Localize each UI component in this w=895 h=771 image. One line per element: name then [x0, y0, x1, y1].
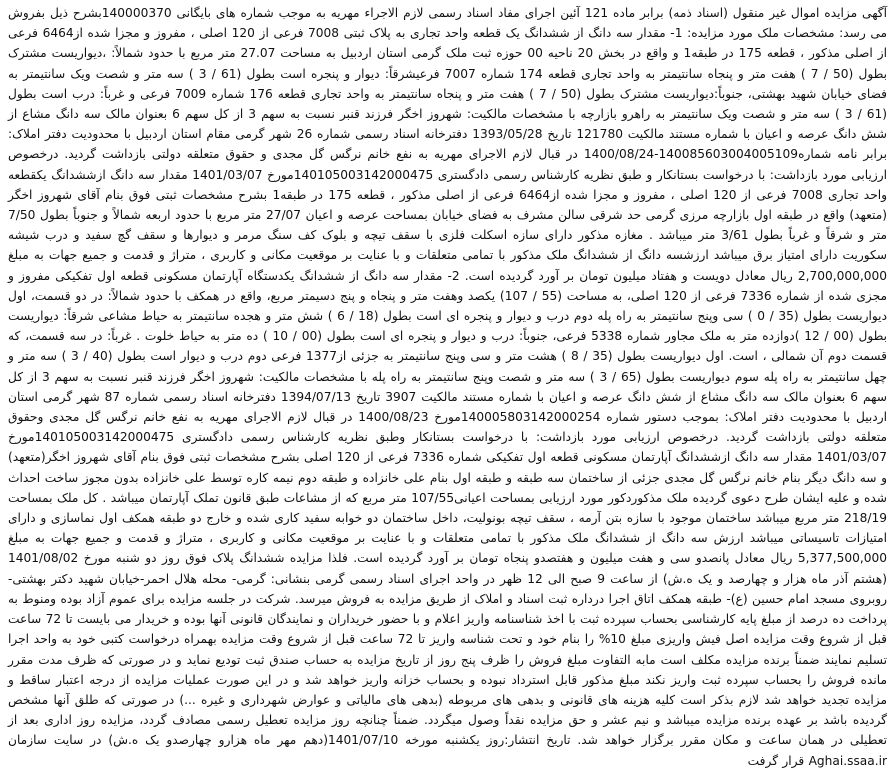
auction-notice-text: آگهی مزایده اموال غیر منقول (اسناد ذمه) برابر ماده 121 آئین اجرای مفاد اسناد رسمی لازم الاجراء مهریه به موجب شماره های بایگانی 140000370بشرح ذیل بفروش می رسد: مشخصات ملک مورد مزایده: 1- مقدار سه دانگ از ششدانگ یک قطعه واحد تجاری به پلاک ثبتی 7008 فرعی از 120 اصلی ، مفروز و مجزا شده از6464 فرعی از اصلی مذکور ، قطعه 175 در طبقه1 و واقع در بخش 20 ناحیه 00 حوزه ثبت ملک گرمی استان اردبیل به مساحت 27.07 متر مربع با حدود شمالاً: ،دیواریست مشترک بطول (50 / 7 ) هفت متر و پنجاه سانتیمتر به واحد تجاری قطعه 174 شماره 7007 فرعیشرقاً: دیوار و پنجره است بطول (61 / 3 ) سه متر و شصت ویک سانتیمتر به فضای خیابان شهید بهشتی، جنوباً:دیواریست مشترک بطول (50 / 7 ) هفت متر و پنجاه سانتیمتر به واحد تجاری قطعه 176 شماره 7009 فرعی و غرباً: درب است بطول (61 / 3 ) سه متر و شصت ویک سانتیمتر به راهرو بازارچه با مشخصات مالکیت: شهروز اخگر فرزند قنبر نسبت به سهم 3 از کل سهم 6 بعنوان مالک سه دانگ مشاع از شش دانگ عرصه و اعیان با شماره مستند مالکیت 121780 تاریخ 1393/05/28 دفترخانه اسناد رسمی شماره 26 شهر گرمی مقام استان اردبیل با محدودیت دفتر املاک: برابر نامه شماره140085603004005109-1400/08/24 در قبال لازم الاجرای مهریه به نفع خانم نرگس گل مجدی و حقوق متعلقه دولتی بازداشت گردید. درخصوص ارزیابی مورد بازداشت: با درخواست بستانکار و طبق نظریه کارشناس رسمی دادگستری 140105003142000475مورخ 1401/03/07 مقدار سه دانگ ازششدانگ یکقطعه واحد تجاری 7008 فرعی از 120 اصلی ، مفروز و مجزا شده از6464 فرعی از اصلی مذکور ، قطعه 175 در طبقه1 بشرح مشخصات ثبتی فوق بنام آقای شهروز اخگر (متعهد) واقع در طبقه اول بازارچه مرزی گرمی حد شرقی سالن مشرف به فضای خیابان بمساحت عرصه و اعیان 27/07 متر مربع با حدود اربعه شمالاً و جنوباً بطول 7/50 متر و شرقاً و غرباً بطول 3/61 متر میباشد . مغازه مذکور دارای سازه اسکلت فلزی با سقف تیچه و بلوک کف سنگ مرمر و دیوارها و سقف گچ سفید و درب شیشه سکوریت دارای امتیاز برق میباشد ارزشسه دانگ از ششدانگ ملک مذکور با تمامی متعلقات و با عنایت بر موقعیت مکانی و کاربری ، متراژ و قدمت و جمیع جهات به مبلغ 2,700,000,000 ریال معادل دویست و هفتاد میلیون تومان بر آورد گردیده است. 2- مقدار سه دانگ از ششدانگ یکدستگاه آپارتمان مسکونی قطعه اول تفکیکی مفروز و مجزی شده از شماره 7336 فرعی از 120 اصلی، به مساحت (55 / 107) یکصد وهفت متر و پنجاه و پنج دسیمتر مربع، واقع در همکف با حدود شمالاً: در دو قسمت، اول دیواریست بطول (35 / 0 ) سی وپنج سانتیمتر به راه پله دوم درب و دیوار و پنجره ای است بطول (18 / 6 ) شش متر و هجده سانتیمتر به حیاط مشاعی شرقاً: دیواریست بطول (00 / 12 )دوازده متر به ملک مجاور شماره 5338 فرعی، جنوباً: درب و دیوار و پنجره ای است بطول (00 / 10 ) ده متر به حیاط خلوت . غرباً: در سه قسمت، که قسمت دوم آن شمالی ، است. اول دیواریست بطول (35 / 8 ) هشت متر و سی وپنج سانتیمتر به جزئی از1377 فرعی دوم درب و دیوار است بطول (40 / 3 ) سه متر و چهل سانتیمتر به راه پله سوم دیواریست بطول (65 / 3 ) سه متر و شصت وپنج سانتیمتر به راه پله با مشخصات مالکیت: شهروز اخگر فرزند قنبر نسبت به سهم 3 از کل سهم 6 بعنوان مالک سه دانگ مشاع از شش دانگ عرصه و اعیان با شماره مستند مالکیت 3907 تاریخ 1394/07/13 دفترخانه اسناد رسمی شماره 87 شهر گرمی استان اردبیل با محدودیت دفتر املاک: بموجب دستور شماره 140005803142000254مورخ 1400/08/23 در قبال لازم الاجرای مهریه به نفع خانم نرگس گل مجدی وحقوق متعلقه دولتی بازداشت گردید. درخصوص ارزیابی مورد بازداشت: با درخواست بستانکار وطبق نظریه کارشناس رسمی دادگستری 140105003142000475مورخ 1401/03/07 مقدار سه دانگ ازششدانگ آپارتمان مسکونی قطعه اول تفکیکی شماره 7336 فرعی از 120 اصلی بشرح مشخصات ثبتی فوق بنام آقای شهروز اخگر(متعهد) و سه دانگ دیگر بنام خانم نرگس گل مجدی جزئی از ساختمان سه طبقه و طبقه اول بنام علی خانزاده و طبقه دوم نیمه کاره توسط علی خانزاده بدون مجوز ساخت احداث شده و علیه ایشان طرح دعوی گردیده ملک مذکوردکور مورد ارزیابی بمساحت اعیانی107/55 متر مربع که از مشاعات طبق قانون تملک آپارتمان میباشد . کل ملک بمساحت 218/19 متر مربع میباشد ساختمان موجود با سازه بتن آرمه ، سقف تیچه بونولیت، داخل ساختمان دو خوابه سفید کاری شده و خارج دو طبقه همکف اول نماسازی و دارای امتیازات تاسیساتی میباشد ارزش سه دانگ از ششدانگ ملک مذکور با تمامی متعلقات و با عنایت بر موقعیت مکانی و کاربری ، متراژ و قدمت و جمیع جهات به مبلغ 5,377,500,000 ریال معادل پانصدو سی و هفت میلیون و هفتصدو پنجاه تومان بر آورد گردیده است. فلذا مزایده ششدانگ پلاک فوق روز دو شنبه مورخ 1401/08/02 (هشتم آذر ماه هزار و چهارصد و یک ه.ش) از ساعت 9 صبح الی 12 ظهر در واحد اجرای اسناد رسمی گرمی بنشانی: گرمی- محله هلال احمر-خیابان شهید دکتر بهشتی- روبروی مسجد امام حسین (ع)- طبقه همکف اتاق اجرا درداره ثبت اسناد و املاک از طریق مزایده به فروش میرسد. شرکت در جلسه مزایده برای عموم آزاد بوده ومنوط به پرداخت ده درصد از مبلغ پایه کارشناسی بحساب سپرده ثبت با اخذ شناسنامه واریز اعلام و با حضور خریداران و نمایندگان قانونی آنها بوده و خریدار می بایست تا 72 ساعت قبل از شروع وقت مزایده اصل فیش واریزی مبلغ 10% را بنام خود و تحت شناسه واریز تا 72 ساعت قبل از شروع وقت مزایده بهمراه درخواست کتبی خود به واحد اجرا تسلیم نمایند ضمناً برنده مزایده مکلف است مابه التفاوت مبلغ فروش را ظرف پنج روز از تاریخ مزایده به حساب صندق ثبت تودیع نماید و در صورتی که ظرف مدت مقرر مانده فروش را بحساب سپرده ثبت واریز نکند مبلغ مذکور قابل استرداد نبوده و بحساب خزانه واریز خواهد شد و در این صورت عملیات مزایده از درجه اعتبار ساقط و مزایده تجدید خواهد شد لازم بذکر است کلیه هزینه های قانونی و بدهی های مربوطه (بدهی های مالیاتی و عوارض شهرداری و غیره ...) در صورتی که طلق آنها مشخص گردیده باشد بر عهده برنده مزایده میباشد و نیم عشر و حق مزایده نقداً وصول میگردد. ضمناً چنانچه روز مزایده تعطیل رسمی مصادف گردد، مزایده روز اداری بعد از تعطیلی در همان ساعت و مکان مقرر برگزار خواهد شد. تاریخ انتشار:روز یکشنبه مورخه 1401/07/10(دهم مهر ماه هزارو چهارصدو یک ه.ش) در سایت سازمان Aghai.ssaa.ir قرار گرفت — [8, 6, 888, 768]
